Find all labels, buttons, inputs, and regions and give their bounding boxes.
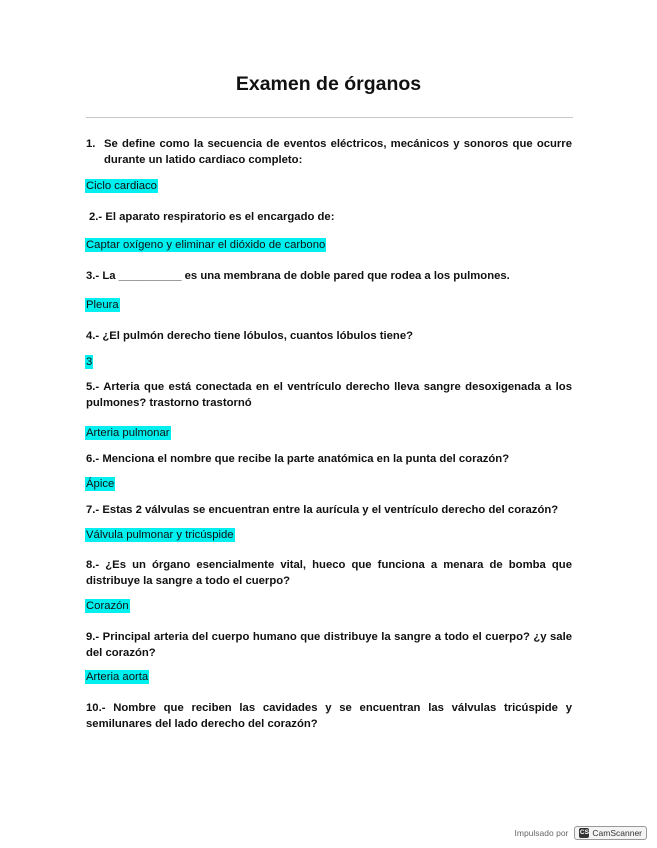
- question-10-line-2: semilunares del lado derecho del corazón?: [86, 718, 318, 730]
- answer-7: Válvula pulmonar y tricúspide: [86, 529, 234, 541]
- question-10-line-1: 10.- Nombre que reciben las cavidades y se encuentran las válvulas tricúspide y: [86, 702, 572, 714]
- answer-5: Arteria pulmonar: [86, 427, 170, 439]
- camscanner-brand: CamScanner: [592, 828, 642, 838]
- question-4: 4.- ¿El pulmón derecho tiene lóbulos, cuantos lóbulos tiene?: [86, 330, 414, 342]
- answer-9: Arteria aorta: [86, 671, 149, 683]
- question-6: 6.- Menciona el nombre que recibe la parte anatómica en la punta del corazón?: [86, 453, 510, 465]
- question-1-line-2: durante un latido cardiaco completo:: [104, 154, 303, 166]
- question-8-line-1: 8.- ¿Es un órgano esencialmente vital, hueco que funciona a menara de bomba que: [86, 559, 572, 571]
- question-5-line-2: pulmones? trastorno trastornó: [86, 397, 252, 409]
- answer-4: 3: [86, 356, 93, 368]
- question-1-number: 1.: [86, 138, 96, 150]
- title-divider: [86, 117, 573, 118]
- question-1: [104, 136, 572, 168]
- camscanner-logo: [574, 826, 647, 840]
- answer-3: Pleura: [86, 299, 119, 311]
- question-5-line-1: 5.- Arteria que está conectada en el ventrículo derecho lleva sangre desoxigenada a los: [86, 381, 572, 393]
- camscanner-footer: [515, 825, 647, 841]
- answer-8: Corazón: [86, 600, 129, 612]
- question-7: 7.- Estas 2 válvulas se encuentran entre la aurícula y el ventrículo derecho del corazón?: [86, 504, 559, 516]
- question-9-line-2: del corazón?: [86, 647, 156, 659]
- exam-title: Examen de órganos: [235, 73, 422, 95]
- question-9: [86, 629, 572, 661]
- question-9-line-1: 9.- Principal arteria del cuerpo humano que distribuye la sangre a todo el cuerpo? ¿y sale: [86, 631, 572, 643]
- question-2: 2.- El aparato respiratorio es el encargado de:: [89, 211, 335, 223]
- question-8-line-2: distribuye la sangre a todo el cuerpo?: [86, 575, 291, 587]
- camscanner-icon: CS: [579, 829, 589, 836]
- question-3: 3.- La __________ es una membrana de doble pared que rodea a los pulmones.: [86, 270, 510, 282]
- question-5: [86, 379, 572, 411]
- answer-6: Ápice: [86, 478, 115, 490]
- question-1-line-1: Se define como la secuencia de eventos eléctricos, mecánicos y sonoros que ocurre: [104, 138, 572, 150]
- answer-1: Ciclo cardiaco: [86, 180, 157, 192]
- powered-by-label: Impulsado por: [514, 828, 569, 838]
- question-10: [86, 700, 572, 732]
- question-8: [86, 557, 572, 589]
- answer-2: Captar oxígeno y eliminar el dióxido de carbono: [86, 239, 326, 251]
